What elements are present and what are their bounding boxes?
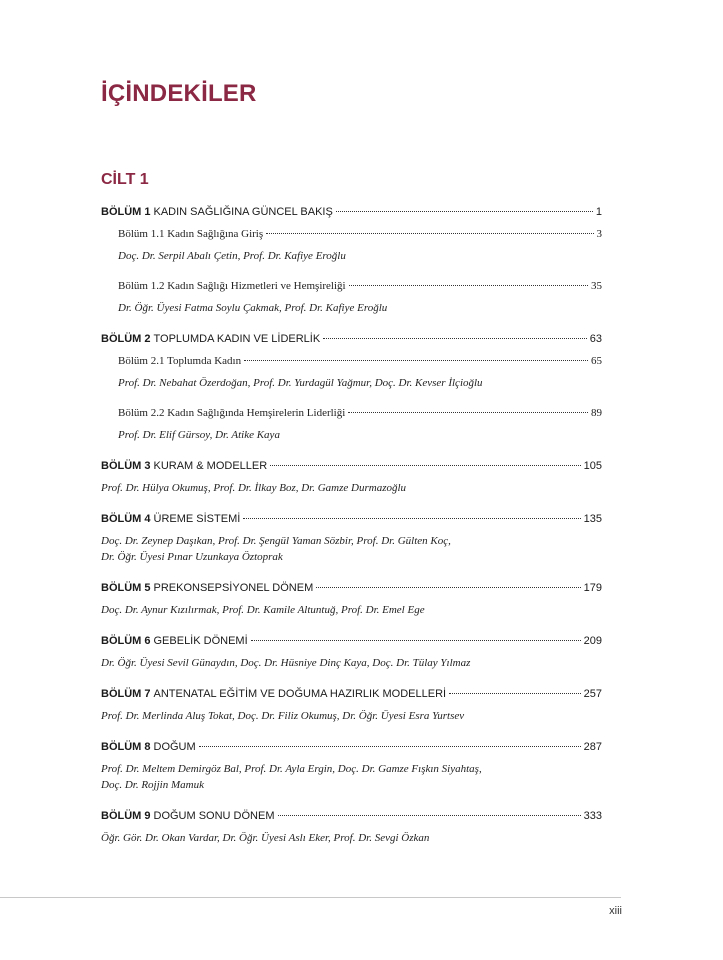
section-authors: Prof. Dr. Elif Gürsoy, Dr. Atike Kaya bbox=[118, 429, 280, 441]
toc-section bbox=[118, 280, 602, 316]
dot-leader bbox=[348, 412, 588, 413]
toc-section-entry[interactable] bbox=[118, 280, 602, 298]
chapter-number: BÖLÜM 3 bbox=[101, 460, 151, 472]
toc-chapter bbox=[101, 635, 602, 671]
toc-chapter-entry[interactable] bbox=[101, 513, 602, 531]
chapter-title: DOĞUM SONU DÖNEM bbox=[153, 810, 275, 822]
chapter-authors: Prof. Dr. Meltem Demirgöz Bal, Prof. Dr. Ayla Ergin, Doç. Dr. Gamze Fışkın Siyahtaş, bbox=[101, 763, 482, 775]
toc-chapter bbox=[101, 688, 602, 724]
chapter-number: BÖLÜM 1 bbox=[101, 206, 151, 218]
toc-chapter bbox=[101, 513, 602, 565]
chapter-page-number: 1 bbox=[595, 206, 602, 218]
chapter-number: BÖLÜM 9 bbox=[101, 810, 151, 822]
page-number: xiii bbox=[609, 905, 622, 917]
toc-section-entry[interactable] bbox=[118, 355, 602, 373]
chapter-title: KADIN SAĞLIĞINA GÜNCEL BAKIŞ bbox=[153, 206, 333, 218]
chapter-title: PREKONSEPSİYONEL DÖNEM bbox=[153, 582, 314, 594]
chapter-title: ANTENATAL EĞİTİM VE DOĞUMA HAZIRLIK MODELLERİ bbox=[153, 688, 447, 700]
dot-leader bbox=[349, 285, 588, 286]
chapter-title: GEBELİK DÖNEMİ bbox=[153, 635, 248, 647]
chapter-page-number: 287 bbox=[583, 741, 602, 753]
dot-leader bbox=[270, 465, 580, 466]
section-authors: Prof. Dr. Nebahat Özerdoğan, Prof. Dr. Yurdagül Yağmur, Doç. Dr. Kevser İlçioğlu bbox=[118, 377, 483, 389]
chapter-number: BÖLÜM 4 bbox=[101, 513, 151, 525]
chapter-number: BÖLÜM 6 bbox=[101, 635, 151, 647]
toc-chapter-entry[interactable] bbox=[101, 635, 602, 653]
chapter-authors: Doç. Dr. Aynur Kızılırmak, Prof. Dr. Kamile Altuntuğ, Prof. Dr. Emel Ege bbox=[101, 604, 425, 616]
chapter-authors: Doç. Dr. Rojjin Mamuk bbox=[101, 779, 204, 791]
chapter-title: ÜREME SİSTEMİ bbox=[153, 513, 241, 525]
chapter-page-number: 333 bbox=[583, 810, 602, 822]
toc-chapter bbox=[101, 741, 602, 793]
page-title: İÇİNDEKİLER bbox=[101, 80, 257, 107]
chapter-page-number: 179 bbox=[583, 582, 602, 594]
chapter-title: TOPLUMDA KADIN VE LİDERLİK bbox=[153, 333, 321, 345]
chapter-authors: Doç. Dr. Zeynep Daşıkan, Prof. Dr. Şengül Yaman Sözbir, Prof. Dr. Gülten Koç, bbox=[101, 535, 451, 547]
dot-leader bbox=[199, 746, 581, 747]
toc-chapter-entry[interactable] bbox=[101, 333, 602, 351]
toc-chapter-entry[interactable] bbox=[101, 688, 602, 706]
toc-chapter-entry[interactable] bbox=[101, 741, 602, 759]
toc-chapter bbox=[101, 333, 602, 443]
toc-section-entry[interactable] bbox=[118, 407, 602, 425]
chapter-page-number: 209 bbox=[583, 635, 602, 647]
toc-chapter-entry[interactable] bbox=[101, 206, 602, 224]
chapter-number: BÖLÜM 7 bbox=[101, 688, 151, 700]
chapter-number: BÖLÜM 8 bbox=[101, 741, 151, 753]
chapter-page-number: 63 bbox=[589, 333, 602, 345]
toc-chapter-entry[interactable] bbox=[101, 460, 602, 478]
toc-section bbox=[118, 355, 602, 391]
dot-leader bbox=[244, 360, 588, 361]
dot-leader bbox=[336, 211, 593, 212]
dot-leader bbox=[316, 587, 580, 588]
volume-title: CİLT 1 bbox=[101, 171, 149, 188]
table-of-contents bbox=[101, 206, 602, 863]
section-title: Bölüm 1.1 Kadın Sağlığına Giriş bbox=[118, 228, 264, 240]
chapter-authors: Dr. Öğr. Üyesi Pınar Uzunkaya Öztoprak bbox=[101, 551, 283, 563]
section-page-number: 65 bbox=[591, 355, 602, 367]
toc-section-entry[interactable] bbox=[118, 228, 602, 246]
section-title: Bölüm 2.2 Kadın Sağlığında Hemşirelerin Liderliği bbox=[118, 407, 346, 419]
toc-chapter bbox=[101, 810, 602, 846]
toc-chapter bbox=[101, 460, 602, 496]
section-page-number: 89 bbox=[591, 407, 602, 419]
chapter-number: BÖLÜM 5 bbox=[101, 582, 151, 594]
chapter-page-number: 135 bbox=[583, 513, 602, 525]
section-title: Bölüm 2.1 Toplumda Kadın bbox=[118, 355, 242, 367]
dot-leader bbox=[278, 815, 581, 816]
section-page-number: 35 bbox=[591, 280, 602, 292]
chapter-page-number: 257 bbox=[583, 688, 602, 700]
dot-leader bbox=[251, 640, 581, 641]
dot-leader bbox=[323, 338, 587, 339]
chapter-authors: Prof. Dr. Merlinda Aluş Tokat, Doç. Dr. Filiz Okumuş, Dr. Öğr. Üyesi Esra Yurtsev bbox=[101, 710, 465, 722]
toc-chapter bbox=[101, 206, 602, 316]
section-title: Bölüm 1.2 Kadın Sağlığı Hizmetleri ve Hemşireliği bbox=[118, 280, 346, 292]
chapter-number: BÖLÜM 2 bbox=[101, 333, 151, 345]
section-authors: Dr. Öğr. Üyesi Fatma Soylu Çakmak, Prof. Dr. Kafiye Eroğlu bbox=[118, 302, 388, 314]
section-page-number: 3 bbox=[596, 228, 602, 240]
toc-section bbox=[118, 228, 602, 264]
footer-divider bbox=[0, 897, 621, 898]
dot-leader bbox=[243, 518, 580, 519]
chapter-authors: Prof. Dr. Hülya Okumuş, Prof. Dr. İlkay Boz, Dr. Gamze Durmazoğlu bbox=[101, 482, 407, 494]
chapter-authors: Dr. Öğr. Üyesi Sevil Günaydın, Doç. Dr. Hüsniye Dinç Kaya, Doç. Dr. Tülay Yılmaz bbox=[101, 657, 471, 669]
chapter-page-number: 105 bbox=[583, 460, 602, 472]
section-authors: Doç. Dr. Serpil Abalı Çetin, Prof. Dr. Kafiye Eroğlu bbox=[118, 250, 346, 262]
toc-chapter-entry[interactable] bbox=[101, 582, 602, 600]
dot-leader bbox=[266, 233, 593, 234]
chapter-title: KURAM & MODELLER bbox=[153, 460, 268, 472]
chapter-authors: Öğr. Gör. Dr. Okan Vardar, Dr. Öğr. Üyesi Aslı Eker, Prof. Dr. Sevgi Özkan bbox=[101, 832, 430, 844]
chapter-title: DOĞUM bbox=[153, 741, 196, 753]
toc-chapter bbox=[101, 582, 602, 618]
dot-leader bbox=[449, 693, 581, 694]
toc-chapter-entry[interactable] bbox=[101, 810, 602, 828]
toc-section bbox=[118, 407, 602, 443]
